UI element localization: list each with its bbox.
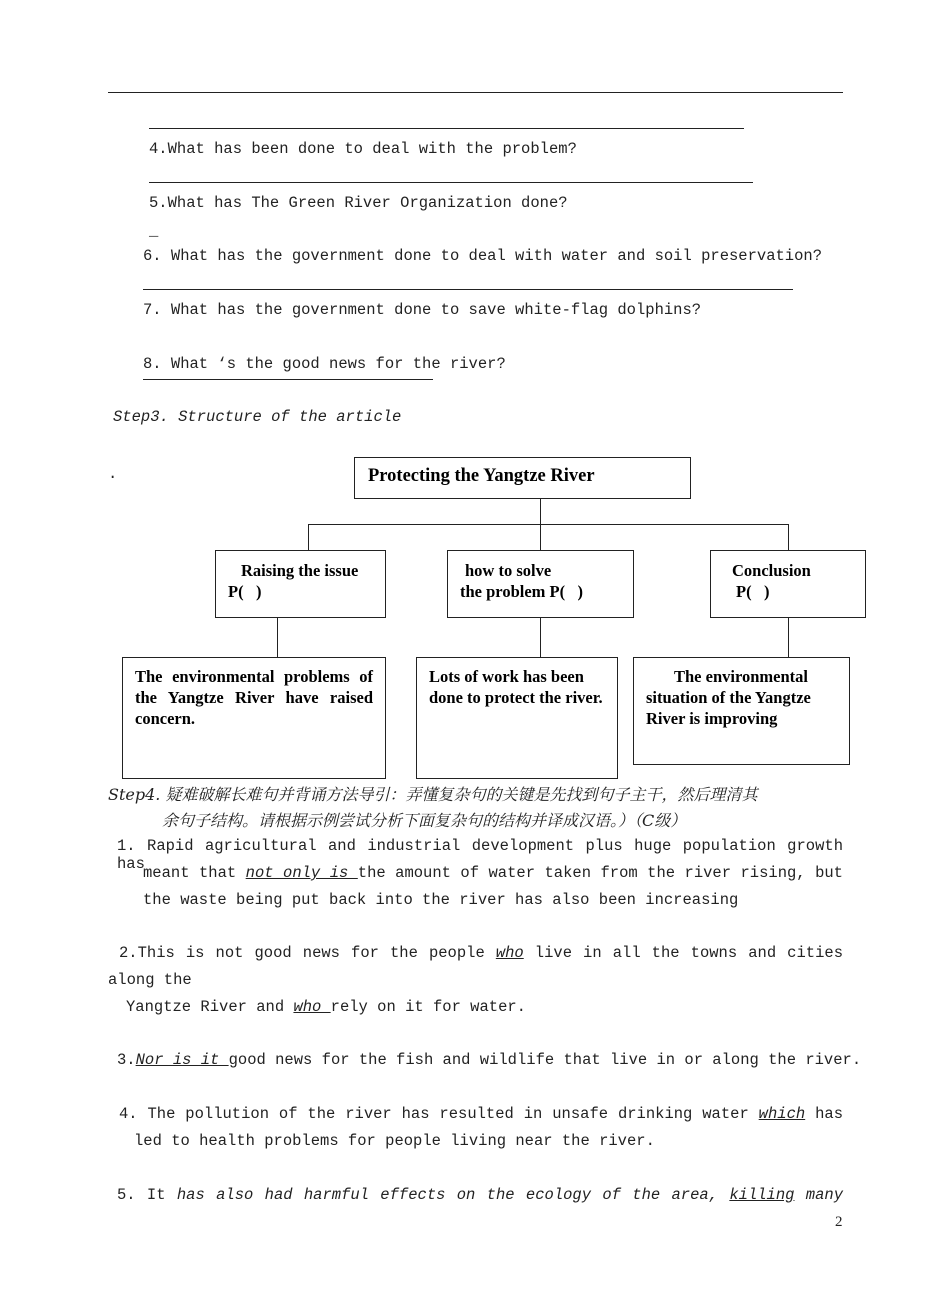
answer-line [143, 289, 793, 290]
detail-text: The environmental situation of the Yangtze River is improving [646, 667, 811, 728]
underlined-phrase: not only is [245, 864, 358, 882]
detail-box-conclusion [633, 657, 850, 765]
step4-heading-line2: 余句子结构。请根据示例尝试分析下面复杂句的结构并译成汉语。）（C级） [162, 811, 687, 830]
text: rely on it for water. [330, 998, 526, 1016]
text: 3. [117, 1051, 136, 1069]
branch-paragraph: P( ) [736, 582, 770, 601]
branch-title: Raising the issue [241, 561, 359, 580]
branch-box-raising-issue [215, 550, 386, 618]
page-number: 2 [835, 1214, 843, 1230]
structure-root-title: Protecting the Yangtze River [368, 466, 595, 486]
underlined-phrase: killing [729, 1186, 795, 1204]
answer-blank: _ [149, 222, 159, 240]
answer-line [143, 379, 433, 380]
text: many [794, 1186, 844, 1204]
question-5: 5.What has The Green River Organization done? [149, 194, 568, 212]
connector [788, 524, 789, 551]
text: Yangtze River and [126, 998, 294, 1016]
connector [540, 524, 541, 551]
underlined-phrase: who [495, 944, 524, 962]
text: the amount of water taken from the river rising, but [357, 864, 843, 882]
branch-title: Conclusion [732, 561, 811, 580]
branch-box-conclusion [710, 550, 866, 618]
connector [788, 617, 789, 658]
question-4: 4.What has been done to deal with the problem? [149, 140, 577, 158]
sentence-1-line2 [143, 864, 843, 882]
sentence-4-line2: led to health problems for people living near the river. [134, 1132, 655, 1150]
answer-line [149, 182, 753, 183]
detail-box-how-to-solve [416, 657, 618, 779]
text: good news for the fish and wildlife that live in or along the river. [228, 1051, 862, 1069]
answer-line [149, 128, 744, 129]
italic-phrase: has also had harmful effects on the ecology of the area, [176, 1186, 730, 1204]
sentence-1-line1: 1. Rapid agricultural and industrial development plus huge population growth has [117, 837, 843, 873]
text: live in all the towns and cities [523, 944, 843, 962]
underlined-phrase: Nor is it [135, 1051, 229, 1069]
branch-box-how-to-solve [447, 550, 634, 618]
sentence-5 [117, 1186, 843, 1204]
sentence-4-line1 [119, 1105, 843, 1123]
detail-text: The environmental problems of the Yangtze River have raised concern. [135, 667, 373, 728]
connector [308, 524, 309, 551]
connector [540, 498, 541, 524]
branch-paragraph: the problem P( ) [460, 582, 583, 601]
question-7: 7. What has the government done to save white-flag dolphins? [143, 301, 702, 319]
detail-box-raising-issue [122, 657, 386, 779]
underlined-phrase: which [758, 1105, 806, 1123]
text: 5. It [117, 1186, 177, 1204]
underlined-phrase: who [293, 998, 331, 1016]
text: 2.This is not good news for the people [119, 944, 496, 962]
structure-root-box [354, 457, 691, 499]
question-8: 8. What ‘s the good news for the river? [143, 355, 506, 373]
branch-paragraph: P( ) [228, 582, 262, 601]
detail-text: Lots of work has been done to protect the river. [429, 667, 603, 707]
header-rule [108, 92, 843, 93]
stray-dot: . [108, 465, 118, 483]
sentence-2-line3 [126, 998, 526, 1016]
sentence-1-line3: the waste being put back into the river has also been increasing [143, 891, 739, 909]
step3-heading: Step3. Structure of the article [113, 408, 402, 426]
sentence-2-line1 [119, 944, 843, 962]
text: 4. The pollution of the river has resulted in unsafe drinking water [119, 1105, 759, 1123]
sentence-2-line2: along the [108, 971, 192, 989]
text: meant that [143, 864, 246, 882]
connector [308, 524, 788, 525]
connector [540, 617, 541, 658]
step4-heading-line1: Step4. 疑难破解长难句并背诵方法导引：弄懂复杂句的关键是先找到句子主干，然后理清其 [108, 785, 758, 804]
connector [277, 617, 278, 658]
sentence-3 [117, 1051, 861, 1069]
branch-title: how to solve [465, 561, 552, 580]
question-6: 6. What has the government done to deal with water and soil preservation? [143, 247, 823, 265]
text: has [805, 1105, 843, 1123]
